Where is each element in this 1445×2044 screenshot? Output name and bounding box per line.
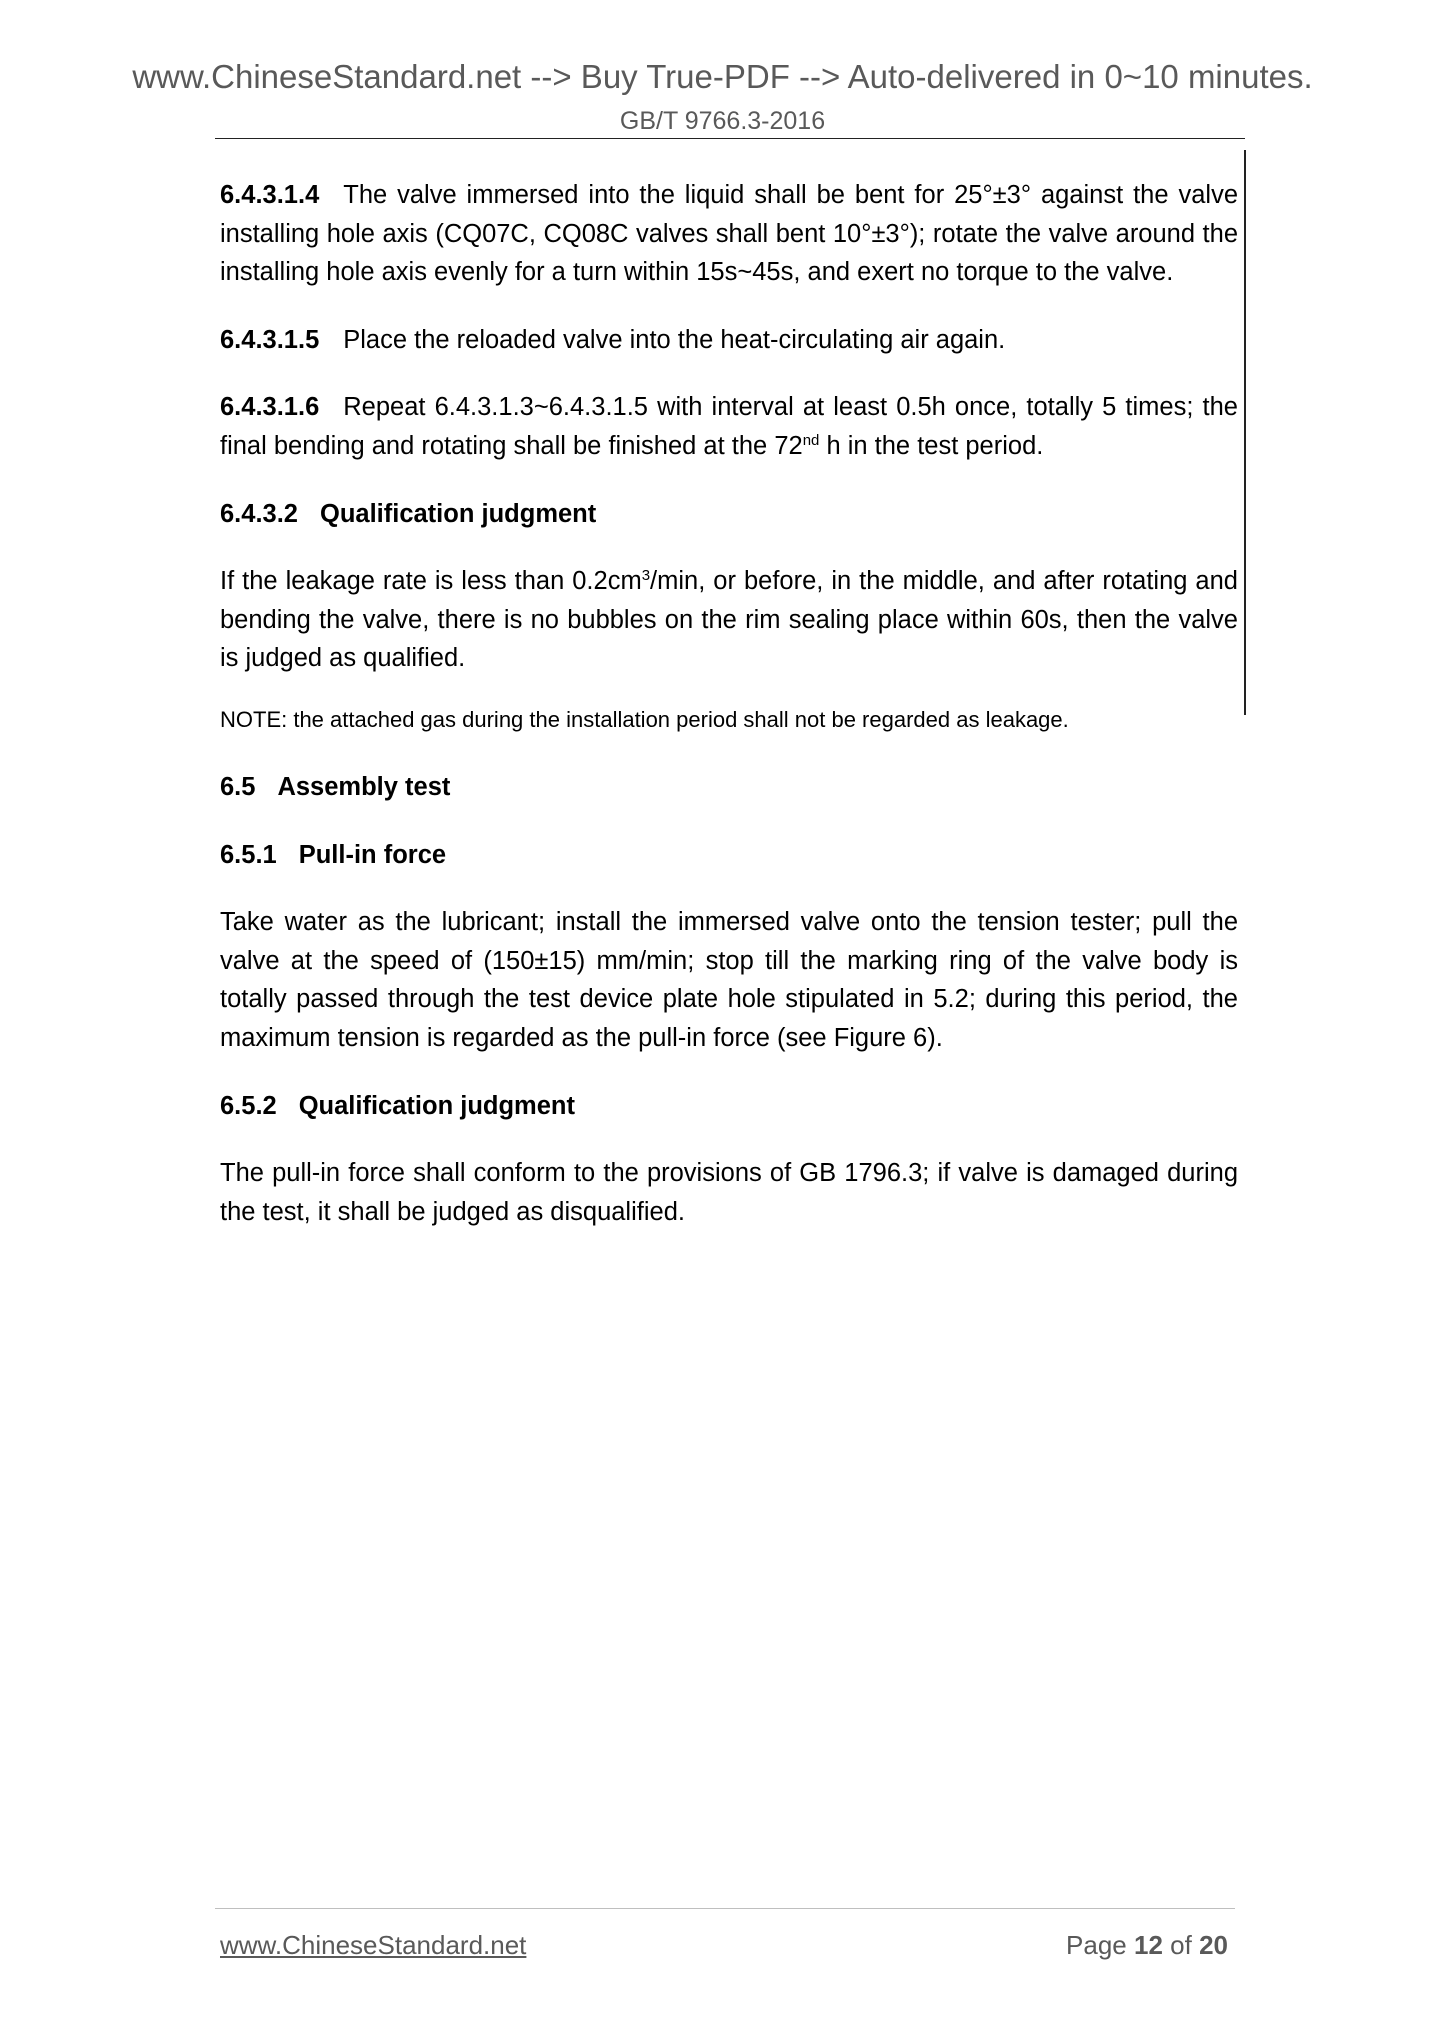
clause-number: 6.4.3.1.4	[220, 181, 320, 209]
paragraph-pull-in-force: Take water as the lubricant; install the immersed valve onto the tension tester; pull the valve at the speed of (150±15) mm/min; stop till the marking ring of the valve body is totally passed through the test device plate hole stipulated in 5.2; during this period, the maximum tension is regarded as the pull-in force (see Figure 6).	[220, 908, 1238, 1052]
heading-number: 6.4.3.2	[220, 499, 298, 528]
header-divider	[215, 138, 1245, 139]
clause-text: Repeat 6.4.3.1.3~6.4.3.1.5 with interval at least 0.5h once, totally 5 times; the final bending and rotating shall be finished at the 72	[220, 393, 1238, 460]
clause-text: The valve immersed into the liquid shall be bent for 25°±3° against the valve installing hole axis (CQ07C, CQ08C valves shall bent 10°±3°); rotate the valve around the installing hole axis evenly for a turn within 15s~45s, and exert no torque to the valve.	[220, 181, 1238, 287]
footer-website-link[interactable]: www.ChineseStandard.net	[220, 1930, 527, 1960]
heading-6-5	[220, 768, 1238, 807]
standard-code: GB/T 9766.3-2016	[619, 107, 826, 135]
ordinal-superscript: nd	[802, 431, 820, 449]
footer-divider	[215, 1908, 1235, 1909]
heading-title: Assembly test	[277, 772, 451, 801]
heading-6-5-1	[220, 836, 1238, 875]
page-total: 20	[1199, 1930, 1228, 1960]
heading-number: 6.5	[220, 772, 256, 801]
unit-superscript: 3	[641, 567, 651, 585]
clause-number: 6.4.3.1.5	[220, 325, 320, 354]
heading-title: Pull-in force	[298, 840, 447, 869]
paragraph-qualification-pull-in: The pull-in force shall conform to the provisions of GB 1796.3; if valve is damaged during the test, it shall be judged as disqualified.	[220, 1159, 1238, 1226]
clause-6-4-3-1-5	[220, 321, 1238, 360]
heading-6-5-2	[220, 1087, 1238, 1126]
heading-number: 6.5.1	[220, 840, 277, 869]
clause-text: Place the reloaded valve into the heat-circulating air again.	[343, 325, 1006, 354]
clause-text-end: h in the test period.	[819, 431, 1044, 460]
clause-6-4-3-1-4	[220, 176, 1238, 292]
page-label: Page	[1066, 1930, 1127, 1960]
paragraph-text: If the leakage rate is less than 0.2cm	[220, 567, 642, 596]
paragraph-qualification-leakage	[220, 562, 1238, 678]
heading-6-4-3-2	[220, 495, 1238, 534]
clause-6-4-3-1-6	[220, 388, 1238, 465]
heading-title: Qualification judgment	[319, 499, 597, 528]
revision-change-bar	[1244, 150, 1246, 715]
paragraph-text-end: /min, or before, in the middle, and after rotating and bending the valve, there is no bubbles on the rim sealing place within 60s, then the valve is judged as qualified.	[220, 567, 1238, 673]
page-indicator	[1066, 1929, 1228, 1961]
heading-number: 6.5.2	[220, 1091, 277, 1120]
clause-number: 6.4.3.1.6	[220, 393, 320, 422]
document-body	[220, 176, 1238, 1260]
page-current: 12	[1134, 1930, 1163, 1960]
note: NOTE: the attached gas during the installation period shall not be regarded as leakage.	[220, 706, 1069, 732]
page-of: of	[1170, 1930, 1192, 1960]
site-banner[interactable]: www.ChineseStandard.net --> Buy True-PDF --> Auto-delivered in 0~10 minutes.	[132, 58, 1313, 95]
heading-title: Qualification judgment	[298, 1091, 575, 1120]
